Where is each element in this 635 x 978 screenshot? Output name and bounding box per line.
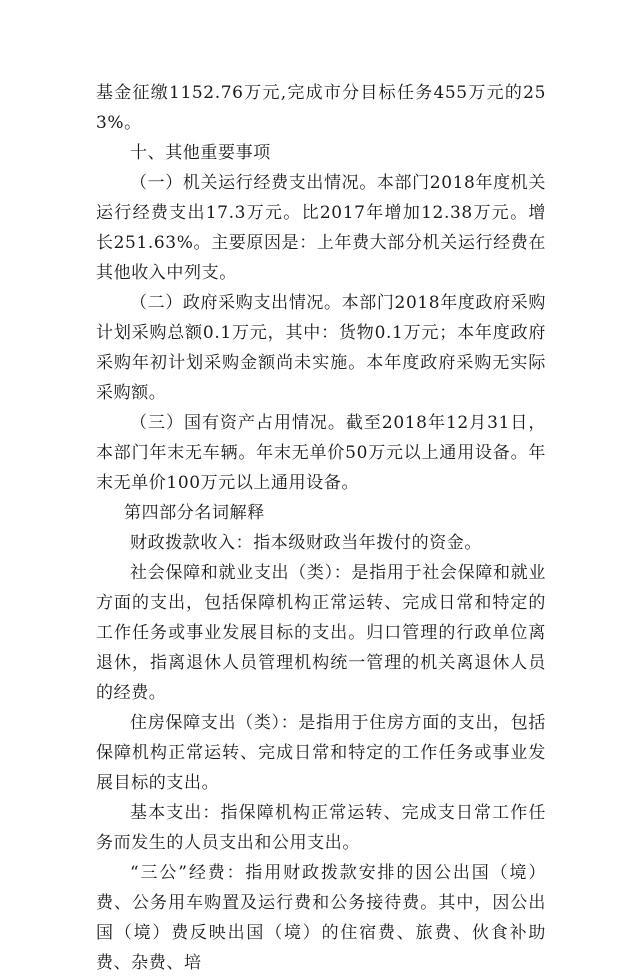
paragraph-government-procurement: （二）政府采购支出情况。本部门2018年度政府采购计划采购总额0.1万元，其中：货物0.1万元；本年度政府采购年初计划采购金额尚未实施。本年度政府采购无实际采购额。 — [96, 293, 546, 403]
paragraph-social-security: 社会保障和就业支出（类）：是指用于社会保障和就业方面的支出，包括保障机构正常运转、完成日常和特定的工作任务或事业发展目标的支出。归口管理的行政单位离退休，指离退休人员管理机构统一管理的机关离退休人员的经费。 — [96, 563, 546, 703]
paragraph-basic-expenditure: 基本支出：指保障机构正常运转、完成支日常工作任务而发生的人员支出和公用支出。 — [96, 803, 546, 853]
paragraph-operating-expenses: （一）机关运行经费支出情况。本部门2018年度机关运行经费支出17.3万元。比2017年增加12.38万元。增长251.63%。主要原因是：上年费大部分机关运行经费在其他收入中列支。 — [96, 173, 546, 283]
section-heading-glossary: 第四部分名词解释 — [124, 503, 265, 523]
paragraph-three-public-expenses: “三公”经费：指用财政拨款安排的因公出国（境）费、公务用车购置及运行费和公务接待费。其中，因公出国（境）费反映出国（境）的住宿费、旅费、伙食补助费、杂费、培 — [96, 863, 546, 973]
paragraph-state-assets: （三）国有资产占用情况。截至2018年12月31日，本部门年末无车辆。年末无单价50万元以上通用设备。年末无单价100万元以上通用设备。 — [96, 413, 546, 493]
paragraph-fiscal-appropriation: 财政拨款收入：指本级财政当年拨付的资金。 — [130, 533, 482, 553]
paragraph-fund-collection: 基金征缴1152.76万元,完成市分目标任务455万元的253%。 — [96, 83, 546, 133]
document-body — [96, 78, 546, 978]
section-heading-other-matters: 十、其他重要事项 — [130, 143, 271, 163]
paragraph-housing-security: 住房保障支出（类）：是指用于住房方面的支出，包括保障机构正常运转、完成日常和特定的工作任务或事业发展目标的支出。 — [96, 713, 546, 793]
